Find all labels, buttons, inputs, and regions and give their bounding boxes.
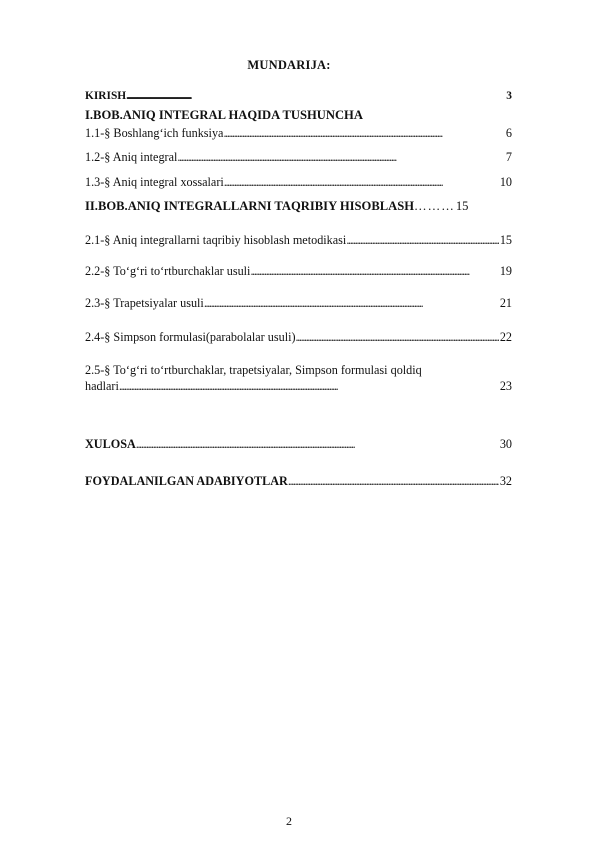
toc-page-number: 30 [499, 437, 512, 451]
toc-page-number: 10 [499, 175, 512, 189]
toc-entry-label-line2: hadlari [85, 379, 119, 393]
toc-entry-label: KIRISH [85, 90, 127, 102]
toc-entry-adabiyotlar[interactable] [85, 474, 512, 489]
page-title: MUNDARIJA: [247, 58, 331, 72]
toc-entry-label: FOYDALANILGAN ADABIYOTLAR [85, 474, 288, 488]
toc-entry-xulosa[interactable] [85, 437, 512, 452]
dot-leader [224, 175, 499, 190]
page-number: 2 [286, 814, 292, 828]
toc-page-number: 23 [499, 379, 512, 393]
toc-entry-label: I.BOB.ANIQ INTEGRAL HAQIDA TUSHUNCHA [85, 108, 363, 122]
dot-leader [288, 474, 499, 489]
toc-entry-kirish[interactable] [85, 89, 512, 104]
toc-page-number: 19 [499, 264, 512, 278]
toc-entry-2-3[interactable] [85, 296, 512, 311]
dot-leader [177, 150, 505, 165]
toc-entry-label-line1: 2.5-§ To‘g‘ri to‘rtburchaklar, trapetsiyalar, Simpson formulasi qoldiq [85, 363, 422, 377]
toc-entry-2-4[interactable] [85, 330, 512, 345]
toc-entry-chapter2[interactable] [85, 199, 512, 214]
toc-entry-label: 1.3-§ Aniq integral xossalari [85, 175, 224, 189]
toc-entry-label: 2.3-§ Trapetsiyalar usuli [85, 296, 204, 310]
dot-leader [126, 89, 505, 104]
dot-leader [346, 233, 499, 248]
toc-page-number: 15 [455, 199, 469, 213]
toc-page-number: 6 [505, 126, 512, 140]
toc-page-number: 3 [506, 90, 512, 102]
dot-leader [119, 379, 499, 394]
dot-leader [296, 330, 499, 345]
toc-entry-label: 2.1-§ Aniq integrallarni taqribiy hisoblash metodikasi [85, 233, 347, 247]
toc-entry-label: 2.2-§ To‘g‘ri to‘rtburchaklar usuli [85, 264, 251, 278]
toc-entry-label: 1.1-§ Boshlang‘ich funksiya [85, 126, 224, 140]
dot-leader [250, 264, 498, 279]
toc-entry-1-2[interactable] [85, 150, 512, 165]
toc-entry-2-1[interactable] [85, 233, 512, 248]
toc-entry-label: 1.2-§ Aniq integral [85, 150, 178, 164]
dot-leader [136, 437, 499, 452]
dot-leader: ……… [414, 199, 455, 213]
toc-entry-label: 2.4-§ Simpson formulasi(parabolalar usuli) [85, 330, 296, 344]
toc-entry-label: XULOSA [85, 437, 136, 451]
toc-entry-label: II.BOB.ANIQ INTEGRALLARNI TAQRIBIY HISOBLASH [85, 199, 415, 213]
toc-page-number: 21 [499, 296, 512, 310]
toc-page-number: 32 [499, 474, 512, 488]
dot-leader [223, 126, 504, 141]
toc-entry-2-5[interactable] [85, 363, 512, 394]
toc-page-number: 15 [499, 233, 512, 247]
toc-entry-2-2[interactable] [85, 264, 512, 279]
toc-page-number: 7 [505, 150, 512, 164]
toc-entry-1-1[interactable] [85, 126, 512, 141]
toc-entry-1-3[interactable] [85, 175, 512, 190]
toc-chapter1-heading[interactable] [85, 108, 512, 123]
dot-leader [204, 296, 499, 311]
toc-page-number: 22 [499, 330, 512, 344]
